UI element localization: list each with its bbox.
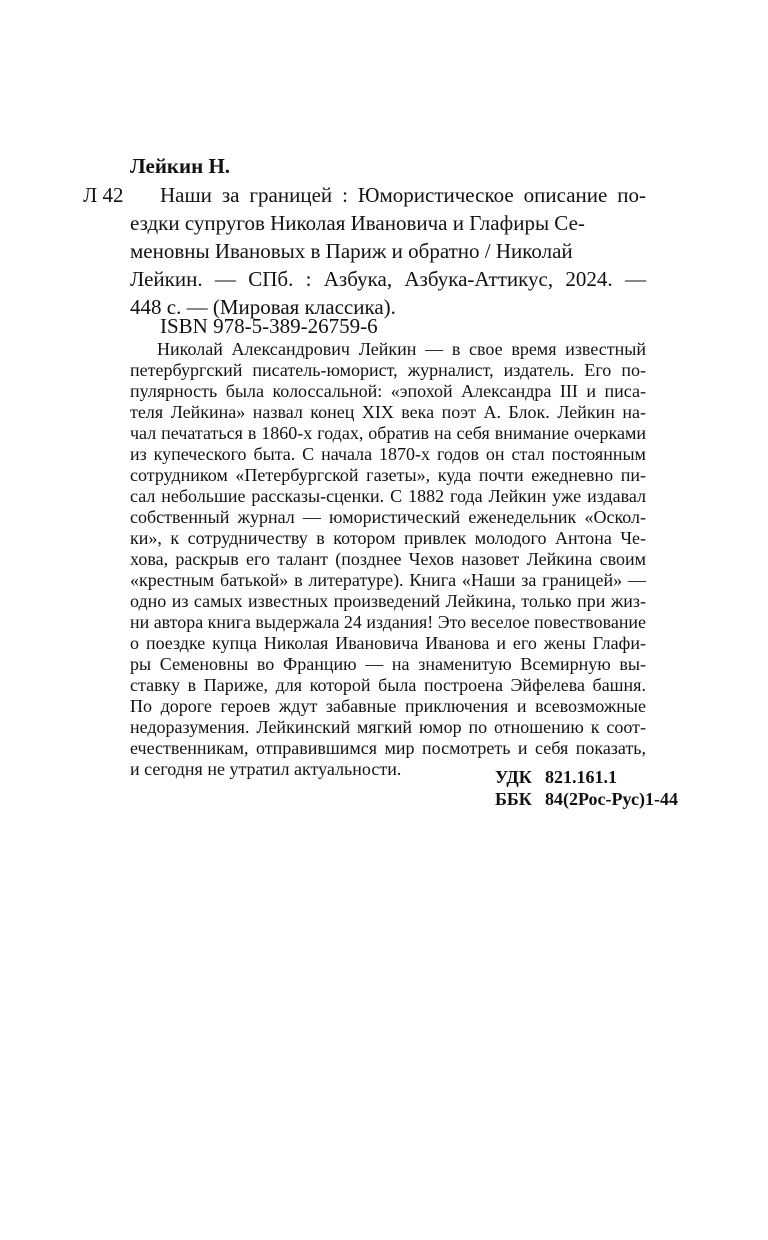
annotation-line: сал небольшие рассказы-сценки. С 1882 года Лейкин уже издавал xyxy=(130,486,647,506)
annotation-line: Николай Александрович Лейкин — в свое время известный xyxy=(157,339,646,359)
udk-label: УДК xyxy=(495,767,532,787)
annotation-line: ры Семеновны во Францию — на знаменитую Всемирную вы- xyxy=(130,654,646,674)
annotation-line: и сегодня не утратил актуальности. xyxy=(130,759,402,779)
annotation-line: «крестным батькой» в литературе). Книга «Наши за границей» — xyxy=(130,570,646,590)
annotation-line: чал печататься в 1860-х годах, обратив на себя внимание очерками xyxy=(130,423,646,443)
annotation-line: недоразумения. Лейкинский мягкий юмор по отношению к соот- xyxy=(130,717,647,737)
annotation-line: из купеческого быта. С начала 1870-х годов он стал постоянным xyxy=(130,444,646,464)
udk-code xyxy=(495,768,617,786)
annotation-line: ставку в Париже, для которой была построена Эйфелева башня. xyxy=(130,675,646,695)
bbk-label: ББК xyxy=(495,789,532,809)
title-line: ездки супругов Николая Ивановича и Глафиры Се- xyxy=(130,211,585,235)
annotation-line: ечественникам, отправившимся мир посмотреть и себя показать, xyxy=(130,738,647,758)
bbk-code xyxy=(495,790,678,808)
bbk-value: 84(2Рос-Рус)1-44 xyxy=(545,789,678,809)
annotation-line: ки», к сотрудничеству в котором привлек молодого Антона Че- xyxy=(130,528,647,548)
annotation-line: теля Лейкина» назвал конец XIX века поэт А. Блок. Лейкин на- xyxy=(130,402,646,422)
annotation-line: ни автора книга выдержала 24 издания! Это веселое повествование xyxy=(130,612,646,632)
annotation-line: собственный журнал — юмористический еженедельник «Оскол- xyxy=(130,507,647,527)
call-number: Л 42 xyxy=(83,183,124,207)
title-line: Наши за границей : Юмористическое описание по- xyxy=(160,183,647,207)
title-line: 448 с. — (Мировая классика). xyxy=(130,295,396,319)
annotation-line: сотрудником «Петербургской газеты», куда почти ежедневно пи- xyxy=(130,465,646,485)
annotation-line: По дороге героев ждут забавные приключения и всевозможные xyxy=(130,696,647,716)
annotation-line: одно из самых известных произведений Лейкина, только при жиз- xyxy=(130,591,647,611)
isbn: ISBN 978-5-389-26759-6 xyxy=(160,314,378,338)
author-heading: Лейкин Н. xyxy=(130,154,231,178)
annotation-line: пулярность была колоссальной: «эпохой Александра III и писа- xyxy=(130,381,646,401)
udk-value: 821.161.1 xyxy=(545,767,617,787)
annotation-line: о поездке купца Николая Ивановича Иванова и его жены Глафи- xyxy=(130,633,646,653)
title-line: меновны Ивановых в Париж и обратно / Николай xyxy=(130,239,573,263)
title-line: Лейкин. — СПб. : Азбука, Азбука-Аттикус, 2024. — xyxy=(130,267,646,291)
annotation-line: петербургский писатель-юморист, журналист, издатель. Его по- xyxy=(130,360,646,380)
annotation-line: хова, раскрыв его талант (позднее Чехов назовет Лейкина своим xyxy=(130,549,646,569)
